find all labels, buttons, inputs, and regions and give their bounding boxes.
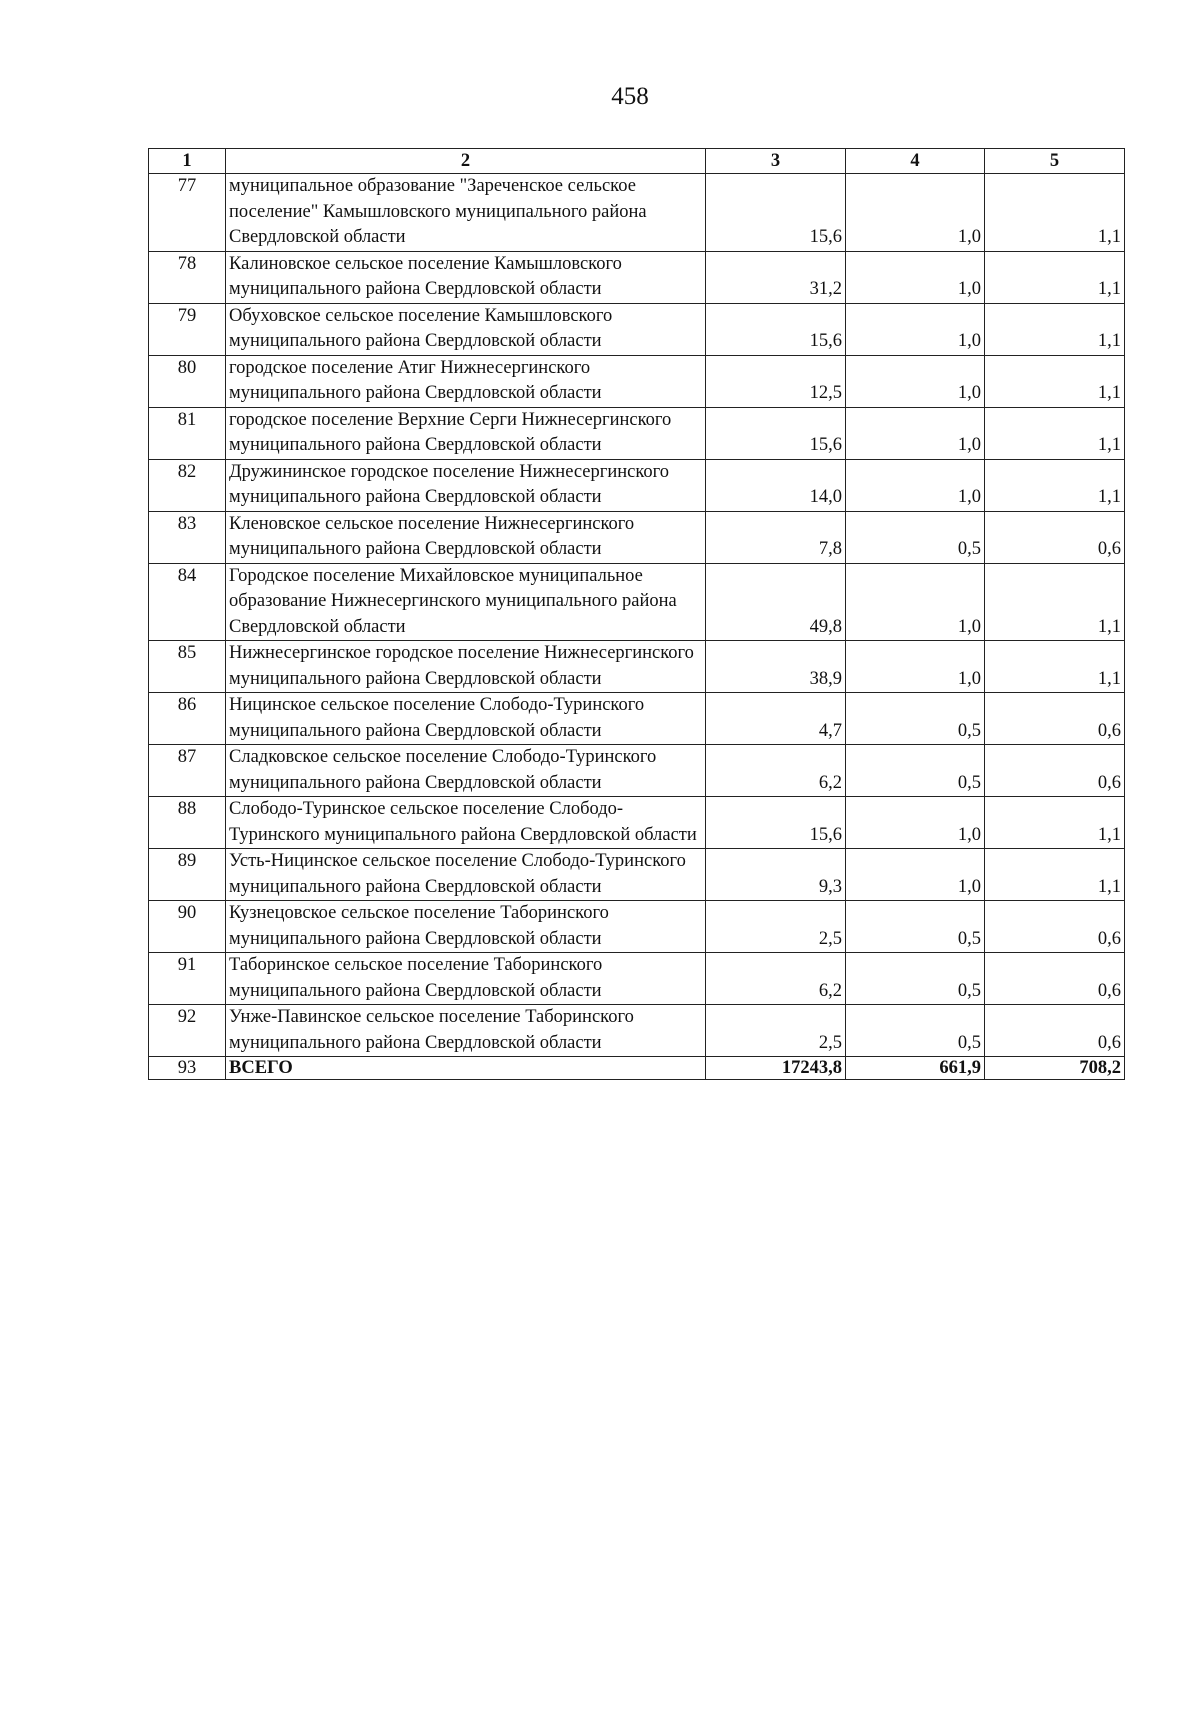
row-number-cell: 91 — [149, 953, 226, 1005]
column-5-value-cell: 1,1 — [985, 563, 1125, 641]
row-number-cell: 82 — [149, 459, 226, 511]
table-row — [149, 355, 1125, 407]
municipality-name-cell: Городское поселение Михайловское муниципальное образование Нижнесергинского муниципального района Свердловской области — [226, 563, 706, 641]
column-5-value-cell: 1,1 — [985, 407, 1125, 459]
column-5-value-cell: 1,1 — [985, 303, 1125, 355]
column-5-value-cell: 0,6 — [985, 953, 1125, 1005]
column-4-value-cell: 1,0 — [846, 459, 985, 511]
column-4-value-cell: 1,0 — [846, 407, 985, 459]
municipality-name-cell: Ницинское сельское поселение Слободо-Туринского муниципального района Свердловской области — [226, 693, 706, 745]
table-row — [149, 953, 1125, 1005]
row-number-cell: 89 — [149, 849, 226, 901]
municipality-name-cell: Усть-Ницинское сельское поселение Слободо-Туринского муниципального района Свердловской области — [226, 849, 706, 901]
column-4-value-cell: 1,0 — [846, 174, 985, 252]
table-row — [149, 251, 1125, 303]
column-5-value-cell: 1,1 — [985, 251, 1125, 303]
column-4-value-cell: 0,5 — [846, 693, 985, 745]
column-4-value-cell: 1,0 — [846, 303, 985, 355]
column-3-value-cell: 15,6 — [706, 174, 846, 252]
total-row — [149, 1057, 1125, 1080]
table-row — [149, 641, 1125, 693]
municipality-name-cell: городское поселение Атиг Нижнесергинского муниципального района Свердловской области — [226, 355, 706, 407]
column-4-value-cell: 1,0 — [846, 251, 985, 303]
table-row — [149, 511, 1125, 563]
column-4-value-cell: 1,0 — [846, 641, 985, 693]
municipality-name-cell: муниципальное образование "Зареченское сельское поселение" Камышловского муниципального района Свердловской области — [226, 174, 706, 252]
allocation-table — [148, 148, 1125, 1080]
table-row — [149, 1005, 1125, 1057]
column-4-value-cell: 0,5 — [846, 745, 985, 797]
row-number-cell: 92 — [149, 1005, 226, 1057]
column-5-value-cell: 0,6 — [985, 1005, 1125, 1057]
column-header-1: 1 — [149, 149, 226, 174]
column-5-value-cell: 708,2 — [985, 1057, 1125, 1080]
column-3-value-cell: 49,8 — [706, 563, 846, 641]
column-3-value-cell: 14,0 — [706, 459, 846, 511]
table-row — [149, 303, 1125, 355]
column-5-value-cell: 1,1 — [985, 174, 1125, 252]
municipality-name-cell: Слободо-Туринское сельское поселение Слободо-Туринского муниципального района Свердловской области — [226, 797, 706, 849]
column-3-value-cell: 15,6 — [706, 407, 846, 459]
municipality-name-cell: Обуховское сельское поселение Камышловского муниципального района Свердловской области — [226, 303, 706, 355]
table-row — [149, 849, 1125, 901]
row-number-cell: 77 — [149, 174, 226, 252]
column-5-value-cell: 1,1 — [985, 355, 1125, 407]
row-number-cell: 78 — [149, 251, 226, 303]
column-header-5: 5 — [985, 149, 1125, 174]
column-5-value-cell: 0,6 — [985, 745, 1125, 797]
municipality-name-cell: городское поселение Верхние Серги Нижнесергинского муниципального района Свердловской области — [226, 407, 706, 459]
column-3-value-cell: 6,2 — [706, 953, 846, 1005]
column-4-value-cell: 1,0 — [846, 355, 985, 407]
table-row — [149, 797, 1125, 849]
table-header-row — [149, 149, 1125, 174]
column-3-value-cell: 7,8 — [706, 511, 846, 563]
municipality-name-cell: Калиновское сельское поселение Камышловского муниципального района Свердловской области — [226, 251, 706, 303]
column-4-value-cell: 1,0 — [846, 797, 985, 849]
column-4-value-cell: 0,5 — [846, 511, 985, 563]
table-row — [149, 174, 1125, 252]
column-3-value-cell: 4,7 — [706, 693, 846, 745]
row-number-cell: 81 — [149, 407, 226, 459]
column-4-value-cell: 0,5 — [846, 901, 985, 953]
column-5-value-cell: 1,1 — [985, 797, 1125, 849]
column-3-value-cell: 2,5 — [706, 901, 846, 953]
row-number-cell: 83 — [149, 511, 226, 563]
column-header-2: 2 — [226, 149, 706, 174]
column-5-value-cell: 1,1 — [985, 459, 1125, 511]
row-number-cell: 86 — [149, 693, 226, 745]
column-3-value-cell: 38,9 — [706, 641, 846, 693]
column-3-value-cell: 12,5 — [706, 355, 846, 407]
column-5-value-cell: 0,6 — [985, 693, 1125, 745]
column-5-value-cell: 1,1 — [985, 641, 1125, 693]
column-header-4: 4 — [846, 149, 985, 174]
column-3-value-cell: 2,5 — [706, 1005, 846, 1057]
table-row — [149, 563, 1125, 641]
column-5-value-cell: 1,1 — [985, 849, 1125, 901]
row-number-cell: 87 — [149, 745, 226, 797]
municipality-name-cell: Унже-Павинское сельское поселение Таборинского муниципального района Свердловской области — [226, 1005, 706, 1057]
column-5-value-cell: 0,6 — [985, 511, 1125, 563]
column-4-value-cell: 1,0 — [846, 563, 985, 641]
column-4-value-cell: 661,9 — [846, 1057, 985, 1080]
table-row — [149, 407, 1125, 459]
row-number-cell: 79 — [149, 303, 226, 355]
table-row — [149, 901, 1125, 953]
table-row — [149, 459, 1125, 511]
column-4-value-cell: 1,0 — [846, 849, 985, 901]
municipality-name-cell: ВСЕГО — [226, 1057, 706, 1080]
column-3-value-cell: 15,6 — [706, 797, 846, 849]
municipality-name-cell: Таборинское сельское поселение Таборинского муниципального района Свердловской области — [226, 953, 706, 1005]
column-3-value-cell: 9,3 — [706, 849, 846, 901]
column-3-value-cell: 15,6 — [706, 303, 846, 355]
row-number-cell: 80 — [149, 355, 226, 407]
column-4-value-cell: 0,5 — [846, 953, 985, 1005]
column-5-value-cell: 0,6 — [985, 901, 1125, 953]
row-number-cell: 90 — [149, 901, 226, 953]
municipality-name-cell: Сладковское сельское поселение Слободо-Туринского муниципального района Свердловской области — [226, 745, 706, 797]
column-3-value-cell: 6,2 — [706, 745, 846, 797]
column-header-3: 3 — [706, 149, 846, 174]
row-number-cell: 85 — [149, 641, 226, 693]
page-number: 458 — [611, 83, 649, 110]
column-4-value-cell: 0,5 — [846, 1005, 985, 1057]
table-row — [149, 693, 1125, 745]
municipality-name-cell: Кленовское сельское поселение Нижнесергинского муниципального района Свердловской области — [226, 511, 706, 563]
row-number-cell: 84 — [149, 563, 226, 641]
column-3-value-cell: 17243,8 — [706, 1057, 846, 1080]
municipality-name-cell: Дружининское городское поселение Нижнесергинского муниципального района Свердловской области — [226, 459, 706, 511]
municipality-name-cell: Кузнецовское сельское поселение Таборинского муниципального района Свердловской области — [226, 901, 706, 953]
row-number-cell: 88 — [149, 797, 226, 849]
column-3-value-cell: 31,2 — [706, 251, 846, 303]
table-body — [149, 174, 1125, 1080]
municipality-name-cell: Нижнесергинское городское поселение Нижнесергинского муниципального района Свердловской области — [226, 641, 706, 693]
table-row — [149, 745, 1125, 797]
row-number-cell: 93 — [149, 1057, 226, 1080]
